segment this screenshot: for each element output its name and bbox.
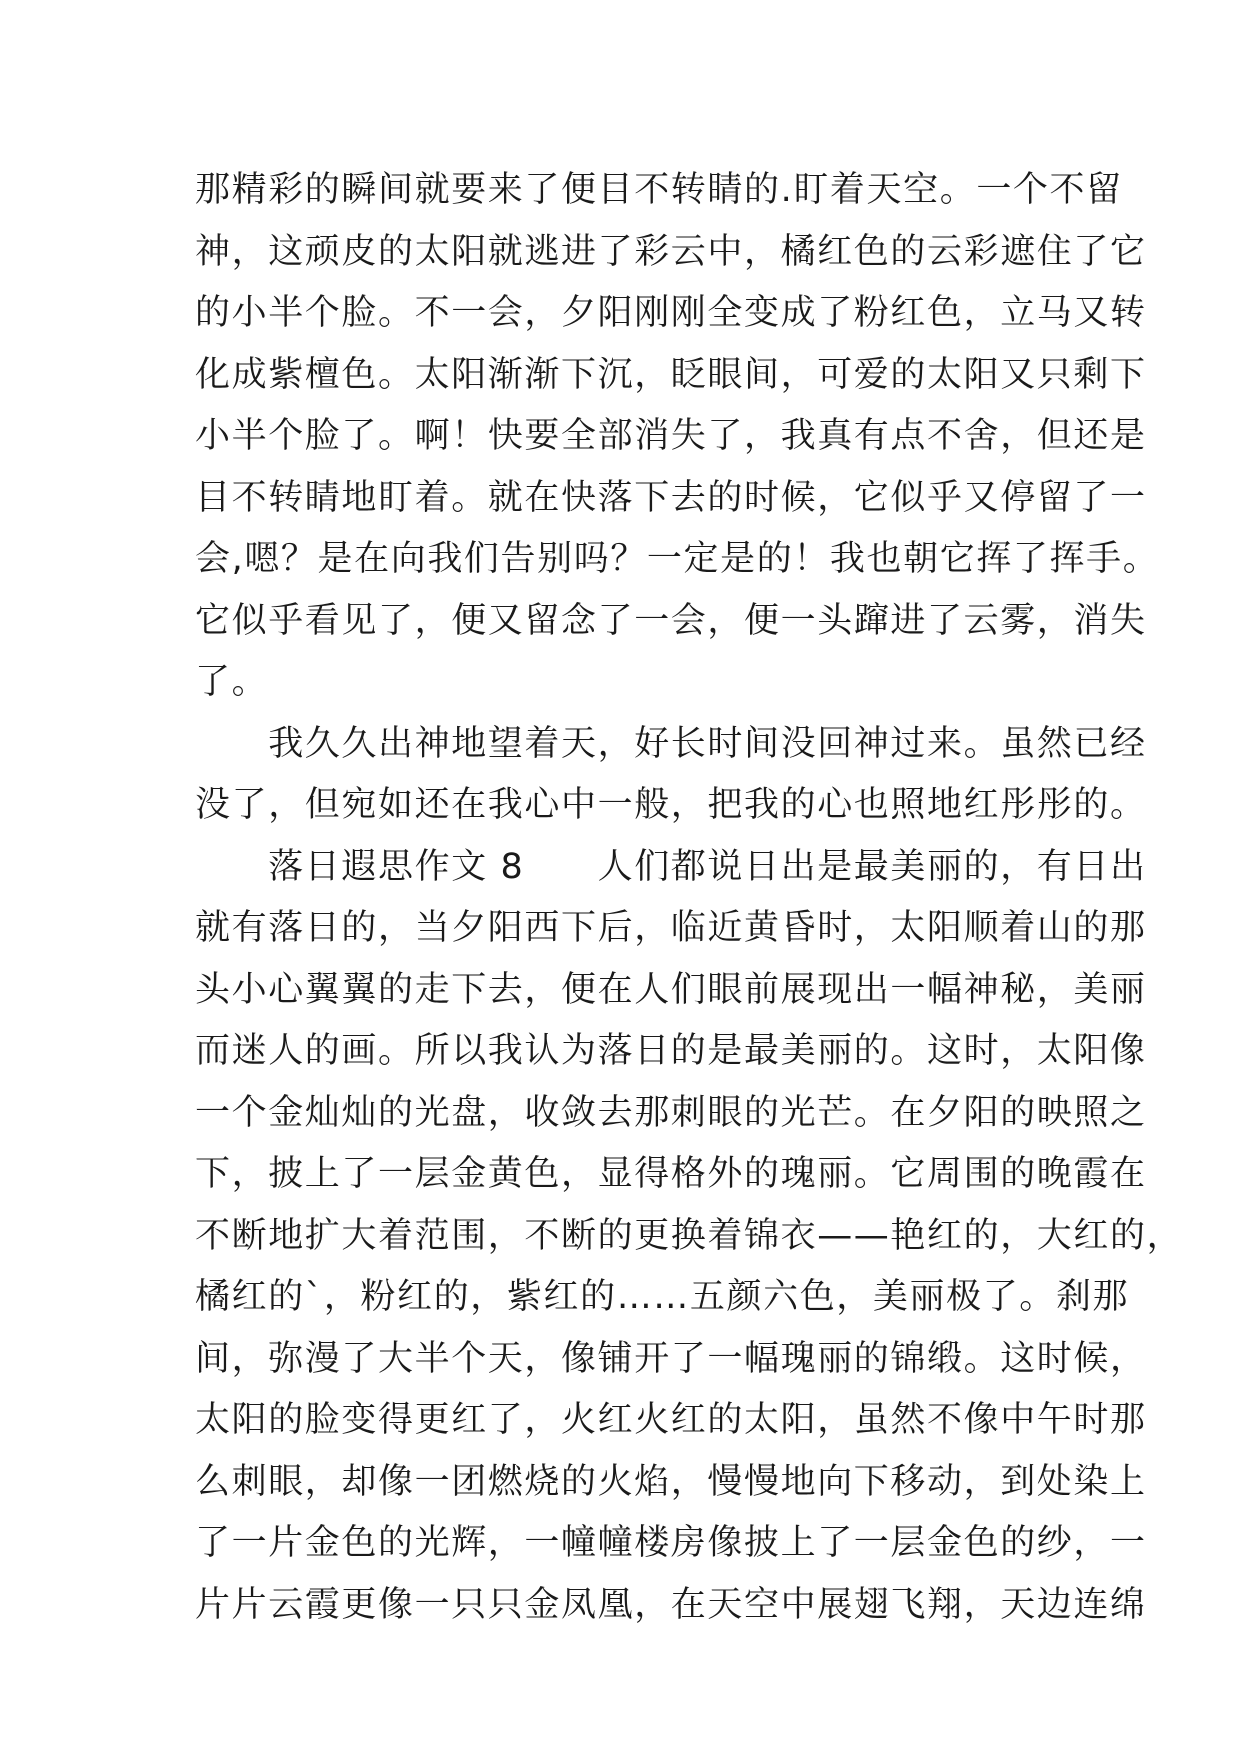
text-line: 不断地扩大着范围，不断的更换着锦衣——艳红的，大红的，	[195, 1215, 1184, 1256]
text-line: 没了，但宛如还在我心中一般，把我的心也照地红彤彤的。	[195, 785, 1147, 825]
text-line: 那精彩的瞬间就要来了便目不转睛的.盯着天空。一个不留	[195, 170, 1123, 210]
text-line: 的小半个脸。不一会，夕阳刚刚全变成了粉红色，立马又转	[195, 293, 1147, 333]
text-line: 落日遐思作文 8 人们都说日出是最美丽的，有日出	[195, 846, 1147, 887]
text-line: 化成紫檀色。太阳渐渐下沉，眨眼间，可爱的太阳又只剩下	[195, 354, 1147, 395]
document-body	[195, 160, 1184, 1636]
text-line: 么刺眼，却像一团燃烧的火焰，慢慢地向下移动，到处染上	[195, 1461, 1147, 1502]
text-line: 橘红的`，粉红的，紫红的……五颜六色，美丽极了。刹那	[195, 1277, 1130, 1317]
text-line: 头小心翼翼的走下去，便在人们眼前展现出一幅神秘，美丽	[195, 969, 1147, 1010]
text-line: 神，这顽皮的太阳就逃进了彩云中，橘红色的云彩遮住了它	[195, 231, 1147, 272]
text-line: 会,嗯？是在向我们告别吗？一定是的！我也朝它挥了挥手。	[195, 539, 1160, 579]
text-line: 目不转睛地盯着。就在快落下去的时候，它似乎又停留了一	[195, 477, 1147, 518]
text-line: 间，弥漫了大半个天，像铺开了一幅瑰丽的锦缎。这时候，	[195, 1338, 1147, 1379]
text-line: 小半个脸了。啊！快要全部消失了，我真有点不舍，但还是	[195, 416, 1147, 456]
text-line: 一个金灿灿的光盘，收敛去那刺眼的光芒。在夕阳的映照之	[195, 1092, 1147, 1133]
text-line: 了一片金色的光辉，一幢幢楼房像披上了一层金色的纱，一	[195, 1523, 1147, 1563]
text-line: 下，披上了一层金黄色，显得格外的瑰丽。它周围的晚霞在	[195, 1154, 1147, 1194]
text-line: 它似乎看见了，便又留念了一会，便一头蹿进了云雾，消失	[195, 600, 1147, 641]
text-line: 太阳的脸变得更红了，火红火红的太阳，虽然不像中午时那	[195, 1400, 1147, 1440]
text-line: 了。	[195, 662, 269, 702]
text-line: 我久久出神地望着天，好长时间没回神过来。虽然已经	[195, 723, 1147, 764]
text-line: 而迷人的画。所以我认为落日的是最美丽的。这时，太阳像	[195, 1031, 1147, 1071]
text-line: 片片云霞更像一只只金凤凰，在天空中展翅飞翔，天边连绵	[195, 1584, 1147, 1625]
text-line: 就有落日的，当夕阳西下后，临近黄昏时，太阳顺着山的那	[195, 908, 1147, 948]
